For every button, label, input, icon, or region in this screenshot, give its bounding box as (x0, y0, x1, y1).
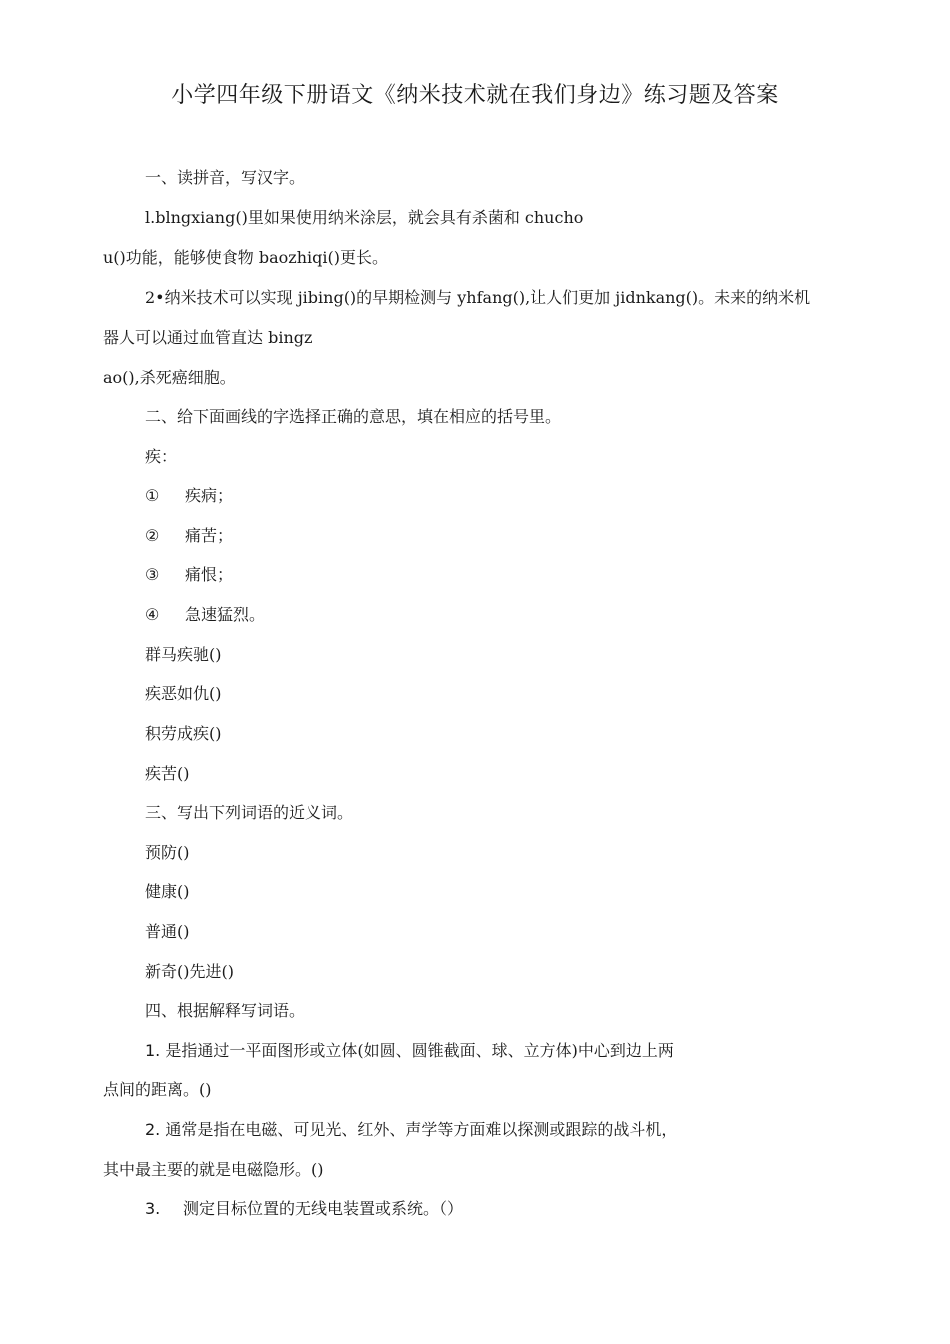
section4-heading: 四、根据解释写词语。 (145, 1001, 306, 1020)
option-text: 疾病； (185, 486, 234, 505)
section1-q2-line3: ao(),杀死癌细胞。 (103, 368, 236, 387)
option-mark: ① (145, 486, 160, 505)
option-mark: ④ (145, 605, 160, 624)
list-item: 疾恶如仇() (145, 684, 222, 703)
section1-q1-line2: u()功能，能够使食物 baozhiqi()更长。 (103, 248, 388, 267)
option-text: 急速猛烈。 (185, 605, 266, 624)
section2-heading: 二、给下面画线的字选择正确的意思，填在相应的括号里。 (145, 407, 562, 426)
question-text: 测定目标位置的无线电装置或系统。（） (183, 1199, 464, 1218)
option-item (145, 563, 233, 587)
option-text: 痛苦； (185, 526, 234, 545)
list-item: 预防() (145, 843, 190, 862)
option-mark: ③ (145, 565, 160, 584)
option-item (145, 603, 265, 627)
option-item (145, 484, 233, 508)
page-title: 小学四年级下册语文《纳米技术就在我们身边》练习题及答案 (171, 83, 779, 108)
option-item (145, 524, 233, 548)
section1-q1-line1: l.blngxiang()里如果使用纳米涂层，就会具有杀菌和 chucho (145, 208, 584, 227)
list-item: 群马疾驰() (145, 645, 222, 664)
section4-q1-line2: 点间的距离。() (103, 1080, 212, 1099)
question-number: 3. (145, 1199, 161, 1218)
section2-char-label: 疾： (145, 447, 178, 466)
option-text: 痛恨； (185, 565, 234, 584)
section4-q2-line2: 其中最主要的就是电磁隐形。() (103, 1160, 324, 1179)
list-item: 疾苦() (145, 764, 190, 783)
question-text: 通常是指在电磁、可见光、红外、声学等方面难以探测或跟踪的战斗机， (165, 1120, 678, 1139)
list-item: 积劳成疾() (145, 724, 222, 743)
section1-q2-line2: 器人可以通过血管直达 bingz (103, 328, 313, 347)
option-mark: ② (145, 526, 160, 545)
section1-heading: 一、读拼音，写汉字。 (145, 168, 306, 187)
list-item: 普通() (145, 922, 190, 941)
question-text: 是指通过一平面图形或立体(如圆、圆锥截面、球、立方体)中心到边上两 (165, 1041, 674, 1060)
section3-heading: 三、写出下列词语的近义词。 (145, 803, 354, 822)
question-number: 1. (145, 1041, 161, 1060)
question-number: 2. (145, 1120, 161, 1139)
list-item: 新奇()先进() (145, 962, 234, 981)
section4-q1-line1 (145, 1039, 674, 1063)
list-item: 健康() (145, 882, 190, 901)
section4-q2-line1 (145, 1118, 677, 1142)
section1-q2-line1: 2•纳米技术可以实现 jibing()的早期检测与 yhfang(),让人们更加 jidnkang()。未来的纳米机 (145, 288, 811, 307)
section4-q3 (145, 1197, 463, 1221)
